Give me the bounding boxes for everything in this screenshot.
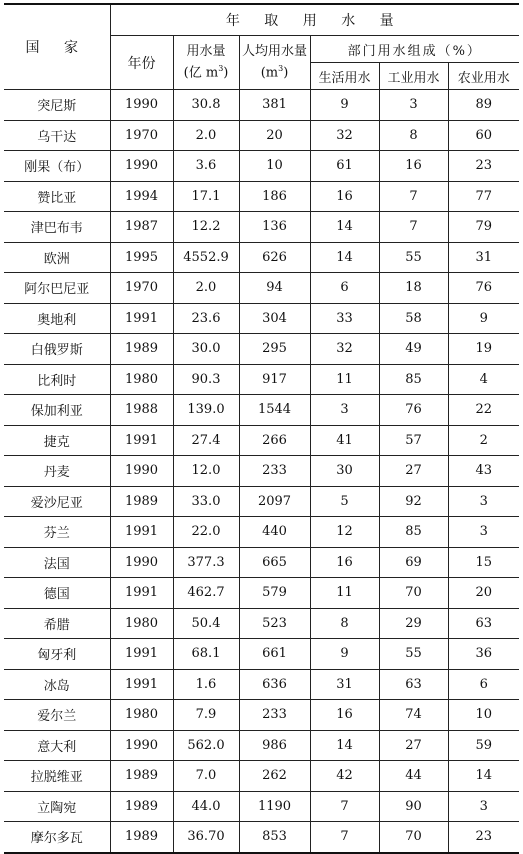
- per-capita-cell: 579: [239, 578, 310, 609]
- domestic-cell: 31: [310, 669, 379, 700]
- industrial-cell: 44: [379, 761, 448, 792]
- withdrawal-cell: 2.0: [173, 120, 239, 151]
- industrial-cell: 49: [379, 334, 448, 365]
- agricultural-cell: 19: [448, 334, 519, 365]
- per-capita-cell: 986: [239, 730, 310, 761]
- year-cell: 1994: [110, 181, 173, 212]
- domestic-cell: 9: [310, 90, 379, 121]
- domestic-header: 生活用水: [310, 63, 379, 90]
- withdrawal-cell: 4552.9: [173, 242, 239, 273]
- agricultural-cell: 6: [448, 669, 519, 700]
- domestic-cell: 41: [310, 425, 379, 456]
- per-capita-cell: 523: [239, 608, 310, 639]
- table-row: [4, 639, 519, 670]
- withdrawal-header: [173, 36, 239, 90]
- year-cell: 1991: [110, 517, 173, 548]
- industrial-cell: 27: [379, 730, 448, 761]
- per-capita-cell: 295: [239, 334, 310, 365]
- industrial-cell: 85: [379, 364, 448, 395]
- agricultural-cell: 4: [448, 364, 519, 395]
- industrial-cell: 74: [379, 700, 448, 731]
- agricultural-cell: 9: [448, 303, 519, 334]
- agricultural-cell: 3: [448, 791, 519, 822]
- table-body: [4, 90, 519, 853]
- table-row: [4, 730, 519, 761]
- per-capita-unit-suffix: ): [283, 65, 289, 81]
- domestic-cell: 9: [310, 639, 379, 670]
- domestic-cell: 33: [310, 303, 379, 334]
- withdrawal-cell: 27.4: [173, 425, 239, 456]
- year-cell: 1990: [110, 730, 173, 761]
- year-cell: 1970: [110, 120, 173, 151]
- industrial-cell: 55: [379, 242, 448, 273]
- year-cell: 1989: [110, 334, 173, 365]
- country-cell: 希腊: [4, 608, 110, 639]
- withdrawal-cell: 1.6: [173, 669, 239, 700]
- table-row: [4, 151, 519, 182]
- year-cell: 1980: [110, 608, 173, 639]
- per-capita-unit-sup: 3: [278, 64, 284, 74]
- agricultural-cell: 59: [448, 730, 519, 761]
- per-capita-cell: 186: [239, 181, 310, 212]
- per-capita-cell: 636: [239, 669, 310, 700]
- year-cell: 1980: [110, 364, 173, 395]
- country-cell: 德国: [4, 578, 110, 609]
- domestic-cell: 14: [310, 730, 379, 761]
- country-cell: 丹麦: [4, 456, 110, 487]
- withdrawal-cell: 23.6: [173, 303, 239, 334]
- per-capita-cell: 233: [239, 456, 310, 487]
- country-cell: 突尼斯: [4, 90, 110, 121]
- industrial-cell: 8: [379, 120, 448, 151]
- year-cell: 1990: [110, 547, 173, 578]
- table-row: [4, 425, 519, 456]
- country-cell: 奥地利: [4, 303, 110, 334]
- withdrawal-unit-suffix: ): [223, 65, 229, 81]
- withdrawal-cell: 36.70: [173, 822, 239, 853]
- withdrawal-cell: 68.1: [173, 639, 239, 670]
- withdrawal-cell: 2.0: [173, 273, 239, 304]
- agricultural-cell: 31: [448, 242, 519, 273]
- industrial-cell: 69: [379, 547, 448, 578]
- withdrawal-cell: 22.0: [173, 517, 239, 548]
- withdrawal-cell: 462.7: [173, 578, 239, 609]
- per-capita-cell: 661: [239, 639, 310, 670]
- agricultural-cell: 23: [448, 822, 519, 853]
- year-cell: 1988: [110, 395, 173, 426]
- table-row: [4, 395, 519, 426]
- withdrawal-cell: 30.8: [173, 90, 239, 121]
- per-capita-cell: 136: [239, 212, 310, 243]
- withdrawal-cell: 377.3: [173, 547, 239, 578]
- domestic-cell: 16: [310, 181, 379, 212]
- country-header: 国 家: [4, 4, 110, 90]
- industrial-cell: 55: [379, 639, 448, 670]
- table-row: [4, 334, 519, 365]
- per-capita-cell: 1544: [239, 395, 310, 426]
- country-cell: 芬兰: [4, 517, 110, 548]
- withdrawal-unit-sup: 3: [218, 64, 224, 74]
- year-cell: 1970: [110, 273, 173, 304]
- per-capita-cell: 381: [239, 90, 310, 121]
- table-header: [4, 4, 519, 90]
- withdrawal-cell: 50.4: [173, 608, 239, 639]
- industrial-header: 工业用水: [379, 63, 448, 90]
- annual-withdrawal-header: 年 取 用 水 量: [110, 4, 519, 36]
- agricultural-cell: 14: [448, 761, 519, 792]
- domestic-cell: 8: [310, 608, 379, 639]
- country-cell: 法国: [4, 547, 110, 578]
- agricultural-cell: 3: [448, 517, 519, 548]
- country-cell: 摩尔多瓦: [4, 822, 110, 853]
- agricultural-cell: 77: [448, 181, 519, 212]
- country-cell: 意大利: [4, 730, 110, 761]
- withdrawal-cell: 7.0: [173, 761, 239, 792]
- year-header: 年份: [110, 36, 173, 90]
- country-cell: 匈牙利: [4, 639, 110, 670]
- industrial-cell: 3: [379, 90, 448, 121]
- industrial-cell: 58: [379, 303, 448, 334]
- table-row: [4, 242, 519, 273]
- table-row: [4, 273, 519, 304]
- year-cell: 1987: [110, 212, 173, 243]
- industrial-cell: 90: [379, 791, 448, 822]
- agricultural-cell: 10: [448, 700, 519, 731]
- withdrawal-cell: 12.2: [173, 212, 239, 243]
- domestic-cell: 11: [310, 364, 379, 395]
- domestic-cell: 16: [310, 547, 379, 578]
- year-cell: 1991: [110, 639, 173, 670]
- domestic-cell: 32: [310, 120, 379, 151]
- agricultural-cell: 23: [448, 151, 519, 182]
- domestic-cell: 16: [310, 700, 379, 731]
- per-capita-cell: 304: [239, 303, 310, 334]
- year-cell: 1980: [110, 700, 173, 731]
- per-capita-cell: 10: [239, 151, 310, 182]
- agricultural-cell: 60: [448, 120, 519, 151]
- industrial-cell: 70: [379, 578, 448, 609]
- per-capita-cell: 853: [239, 822, 310, 853]
- industrial-cell: 27: [379, 456, 448, 487]
- domestic-cell: 42: [310, 761, 379, 792]
- country-cell: 阿尔巴尼亚: [4, 273, 110, 304]
- withdrawal-cell: 12.0: [173, 456, 239, 487]
- domestic-cell: 30: [310, 456, 379, 487]
- industrial-cell: 18: [379, 273, 448, 304]
- withdrawal-cell: 17.1: [173, 181, 239, 212]
- withdrawal-header-label: 用水量: [186, 44, 226, 60]
- country-cell: 爱尔兰: [4, 700, 110, 731]
- agricultural-cell: 63: [448, 608, 519, 639]
- year-cell: 1991: [110, 669, 173, 700]
- table-row: [4, 761, 519, 792]
- year-cell: 1991: [110, 303, 173, 334]
- domestic-cell: 14: [310, 242, 379, 273]
- country-cell: 赞比亚: [4, 181, 110, 212]
- withdrawal-cell: 44.0: [173, 791, 239, 822]
- industrial-cell: 92: [379, 486, 448, 517]
- domestic-cell: 7: [310, 822, 379, 853]
- industrial-cell: 7: [379, 212, 448, 243]
- table-row: [4, 456, 519, 487]
- per-capita-cell: 1190: [239, 791, 310, 822]
- domestic-cell: 3: [310, 395, 379, 426]
- country-cell: 爱沙尼亚: [4, 486, 110, 517]
- table-row: [4, 303, 519, 334]
- year-cell: 1989: [110, 486, 173, 517]
- year-cell: 1989: [110, 761, 173, 792]
- industrial-cell: 63: [379, 669, 448, 700]
- industrial-cell: 57: [379, 425, 448, 456]
- per-capita-cell: 262: [239, 761, 310, 792]
- country-cell: 冰岛: [4, 669, 110, 700]
- year-cell: 1991: [110, 425, 173, 456]
- withdrawal-cell: 30.0: [173, 334, 239, 365]
- withdrawal-cell: 562.0: [173, 730, 239, 761]
- table-row: [4, 578, 519, 609]
- domestic-cell: 32: [310, 334, 379, 365]
- withdrawal-cell: 139.0: [173, 395, 239, 426]
- country-cell: 乌干达: [4, 120, 110, 151]
- withdrawal-cell: 7.9: [173, 700, 239, 731]
- per-capita-cell: 626: [239, 242, 310, 273]
- agricultural-cell: 43: [448, 456, 519, 487]
- year-cell: 1989: [110, 791, 173, 822]
- table-row: [4, 547, 519, 578]
- country-cell: 比利时: [4, 364, 110, 395]
- year-cell: 1990: [110, 151, 173, 182]
- agricultural-cell: 36: [448, 639, 519, 670]
- industrial-cell: 7: [379, 181, 448, 212]
- agricultural-cell: 76: [448, 273, 519, 304]
- table-row: [4, 791, 519, 822]
- domestic-cell: 6: [310, 273, 379, 304]
- country-cell: 捷克: [4, 425, 110, 456]
- year-cell: 1989: [110, 822, 173, 853]
- agricultural-cell: 15: [448, 547, 519, 578]
- table-row: [4, 364, 519, 395]
- agricultural-header: 农业用水: [448, 63, 519, 90]
- sector-composition-header: 部门用水组成（%）: [310, 36, 519, 63]
- industrial-cell: 76: [379, 395, 448, 426]
- agricultural-cell: 2: [448, 425, 519, 456]
- agricultural-cell: 89: [448, 90, 519, 121]
- domestic-cell: 7: [310, 791, 379, 822]
- per-capita-cell: 917: [239, 364, 310, 395]
- per-capita-unit-prefix: (m: [260, 65, 279, 81]
- country-cell: 津巴布韦: [4, 212, 110, 243]
- withdrawal-cell: 33.0: [173, 486, 239, 517]
- country-cell: 欧洲: [4, 242, 110, 273]
- year-cell: 1990: [110, 90, 173, 121]
- per-capita-header: [239, 36, 310, 90]
- year-cell: 1990: [110, 456, 173, 487]
- table-row: [4, 517, 519, 548]
- per-capita-cell: 440: [239, 517, 310, 548]
- table-row: [4, 700, 519, 731]
- per-capita-cell: 2097: [239, 486, 310, 517]
- per-capita-cell: 266: [239, 425, 310, 456]
- country-cell: 立陶宛: [4, 791, 110, 822]
- domestic-cell: 12: [310, 517, 379, 548]
- country-cell: 保加利亚: [4, 395, 110, 426]
- per-capita-cell: 20: [239, 120, 310, 151]
- per-capita-header-unit: [240, 60, 310, 81]
- table-row: [4, 181, 519, 212]
- withdrawal-cell: 90.3: [173, 364, 239, 395]
- domestic-cell: 5: [310, 486, 379, 517]
- domestic-cell: 14: [310, 212, 379, 243]
- industrial-cell: 85: [379, 517, 448, 548]
- table-row: [4, 486, 519, 517]
- agricultural-cell: 22: [448, 395, 519, 426]
- withdrawal-header-unit: [174, 60, 239, 81]
- agricultural-cell: 79: [448, 212, 519, 243]
- table-row: [4, 608, 519, 639]
- agricultural-cell: 3: [448, 486, 519, 517]
- table-row: [4, 120, 519, 151]
- per-capita-cell: 233: [239, 700, 310, 731]
- water-withdrawal-table: [4, 3, 519, 854]
- industrial-cell: 16: [379, 151, 448, 182]
- table-row: [4, 90, 519, 121]
- year-cell: 1995: [110, 242, 173, 273]
- domestic-cell: 11: [310, 578, 379, 609]
- withdrawal-unit-prefix: (亿 m: [183, 65, 219, 81]
- per-capita-cell: 94: [239, 273, 310, 304]
- country-cell: 刚果（布）: [4, 151, 110, 182]
- table-row: [4, 212, 519, 243]
- year-cell: 1991: [110, 578, 173, 609]
- country-cell: 白俄罗斯: [4, 334, 110, 365]
- table-row: [4, 669, 519, 700]
- country-cell: 拉脱维亚: [4, 761, 110, 792]
- industrial-cell: 29: [379, 608, 448, 639]
- withdrawal-cell: 3.6: [173, 151, 239, 182]
- domestic-cell: 61: [310, 151, 379, 182]
- agricultural-cell: 20: [448, 578, 519, 609]
- per-capita-header-label: 人均用水量: [241, 44, 307, 60]
- industrial-cell: 70: [379, 822, 448, 853]
- table-row: [4, 822, 519, 853]
- per-capita-cell: 665: [239, 547, 310, 578]
